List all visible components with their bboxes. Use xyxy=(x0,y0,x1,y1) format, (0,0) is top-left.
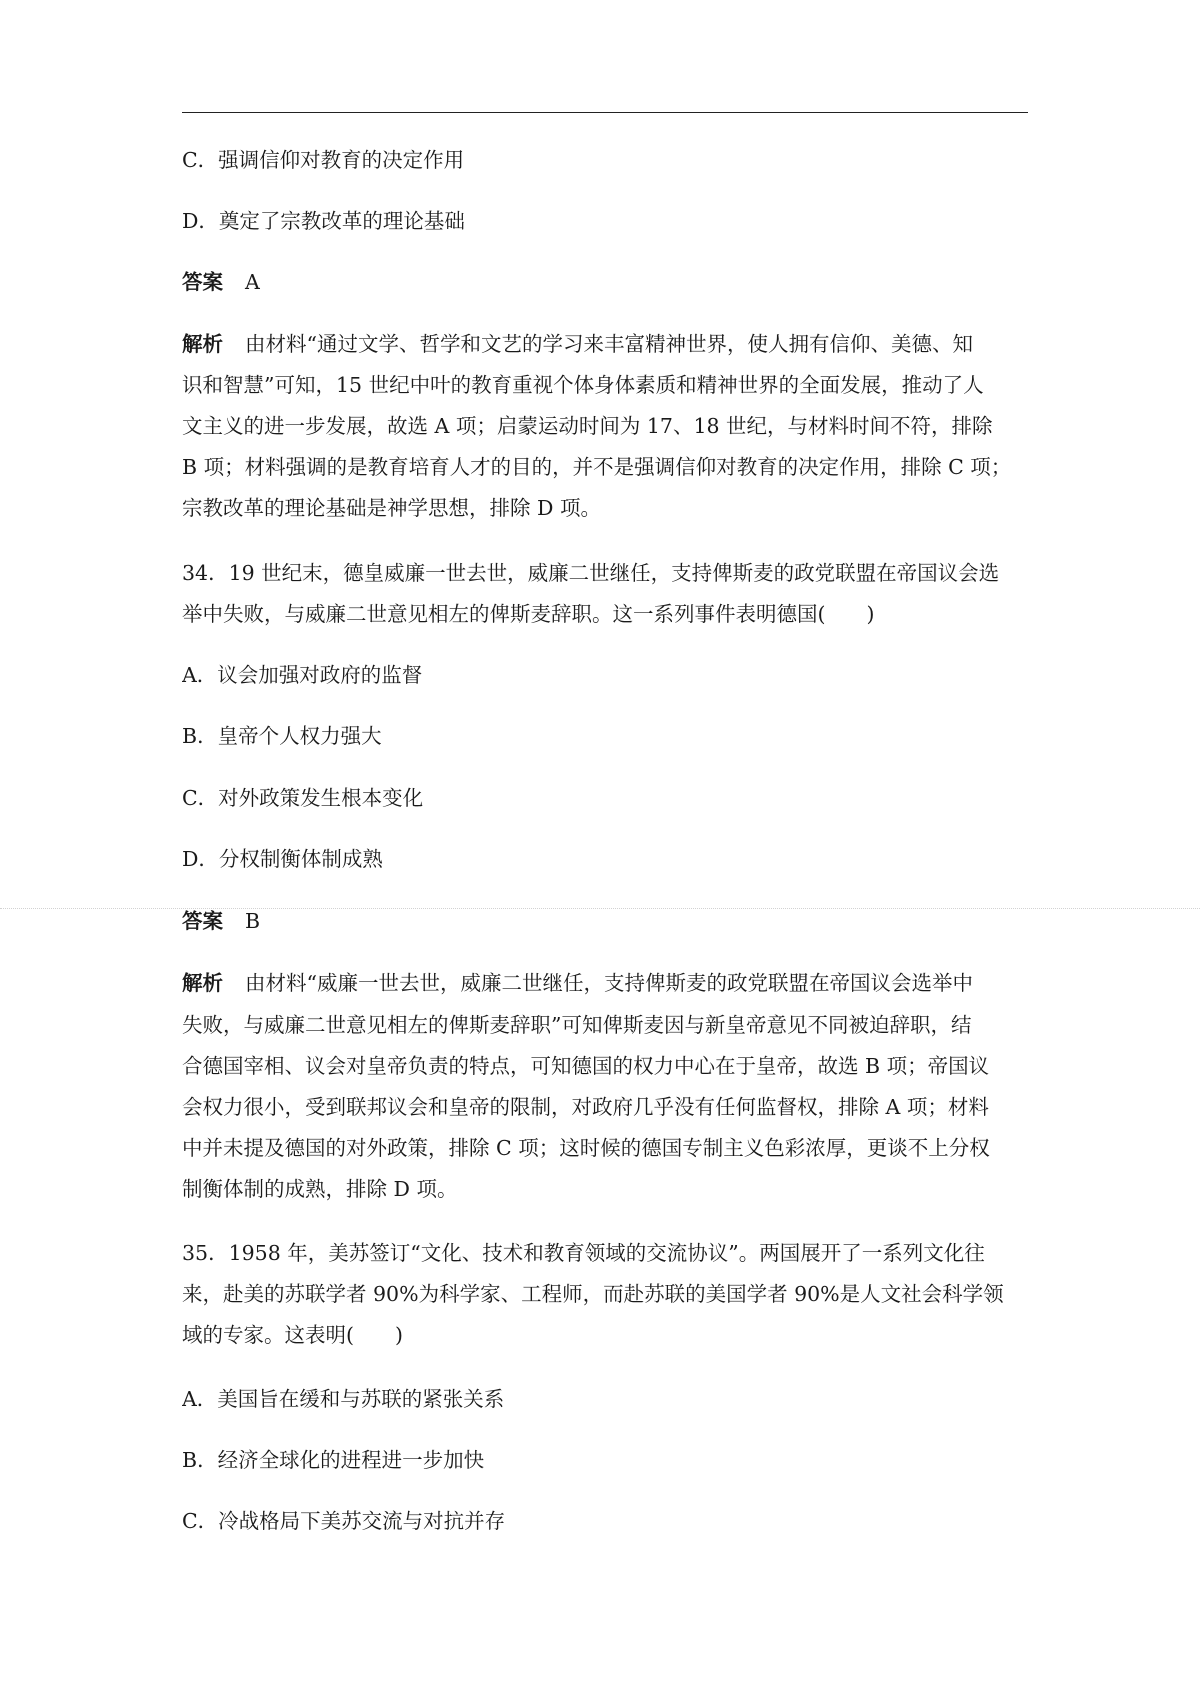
analysis-line: 中并未提及德国的对外政策，排除 C 项；这时候的德国专制主义色彩浓厚，更谈不上分权 xyxy=(182,1136,990,1160)
question-stem: 域的专家。这表明( ) xyxy=(182,1323,403,1347)
analysis-text: 由材料“威廉一世去世，威廉二世继任，支持俾斯麦的政党联盟在帝国议会选举中 xyxy=(245,971,973,995)
analysis-label: 解析 xyxy=(182,971,223,995)
analysis-text: 由材料“通过文学、哲学和文艺的学习来丰富精神世界，使人拥有信仰、美德、知 xyxy=(245,332,973,356)
question-stem: 来，赴美的苏联学者 90%为科学家、工程师，而赴苏联的美国学者 90%是人文社会科学领 xyxy=(182,1282,1004,1306)
header-rule xyxy=(182,112,1028,113)
option-c: C．强调信仰对教育的决定作用 xyxy=(182,148,465,172)
answer-line xyxy=(182,267,1028,297)
answer-label: 答案 xyxy=(182,270,223,294)
option-d: D．分权制衡体制成熟 xyxy=(182,847,383,871)
analysis-line xyxy=(182,329,1028,359)
analysis-line: 会权力很小，受到联邦议会和皇帝的限制，对政府几乎没有任何监督权，排除 A 项；材料 xyxy=(182,1095,989,1119)
analysis-line xyxy=(182,968,1028,998)
question-stem: 举中失败，与威廉二世意见相左的俾斯麦辞职。这一系列事件表明德国( ) xyxy=(182,602,875,626)
option-a: A．议会加强对政府的监督 xyxy=(182,663,423,687)
option-d: D．奠定了宗教改革的理论基础 xyxy=(182,209,465,233)
option-b: B．皇帝个人权力强大 xyxy=(182,724,382,748)
answer-value: A xyxy=(245,270,260,294)
question-stem: 34．19 世纪末，德皇威廉一世去世，威廉二世继任，支持俾斯麦的政党联盟在帝国议会选 xyxy=(182,561,1000,585)
option-b: B．经济全球化的进程进一步加快 xyxy=(182,1448,485,1472)
analysis-label: 解析 xyxy=(182,332,223,356)
question-stem: 35．1958 年，美苏签订“文化、技术和教育领域的交流协议”。两国展开了一系列文化往 xyxy=(182,1241,985,1265)
analysis-line: 失败，与威廉二世意见相左的俾斯麦辞职”可知俾斯麦因与新皇帝意见不同被迫辞职，结 xyxy=(182,1013,972,1037)
option-c: C．对外政策发生根本变化 xyxy=(182,786,424,810)
analysis-line: 制衡体制的成熟，排除 D 项。 xyxy=(182,1177,458,1201)
analysis-line: 文主义的进一步发展，故选 A 项；启蒙运动时间为 17、18 世纪，与材料时间不符，排除 xyxy=(182,414,993,438)
analysis-line: 识和智慧”可知，15 世纪中叶的教育重视个体身体素质和精神世界的全面发展，推动了人 xyxy=(182,373,984,397)
option-a: A．美国旨在缓和与苏联的紧张关系 xyxy=(182,1387,505,1411)
analysis-line: 合德国宰相、议会对皇帝负责的特点，可知德国的权力中心在于皇帝，故选 B 项；帝国议 xyxy=(182,1054,990,1078)
analysis-line: 宗教改革的理论基础是神学思想，排除 D 项。 xyxy=(182,496,601,520)
answer-value: B xyxy=(245,909,261,933)
answer-line xyxy=(182,906,1028,936)
answer-label: 答案 xyxy=(182,909,223,933)
option-c: C．冷战格局下美苏交流与对抗并存 xyxy=(182,1509,506,1533)
analysis-line: B 项；材料强调的是教育培育人才的目的，并不是强调信仰对教育的决定作用，排除 C 项； xyxy=(182,455,1012,479)
